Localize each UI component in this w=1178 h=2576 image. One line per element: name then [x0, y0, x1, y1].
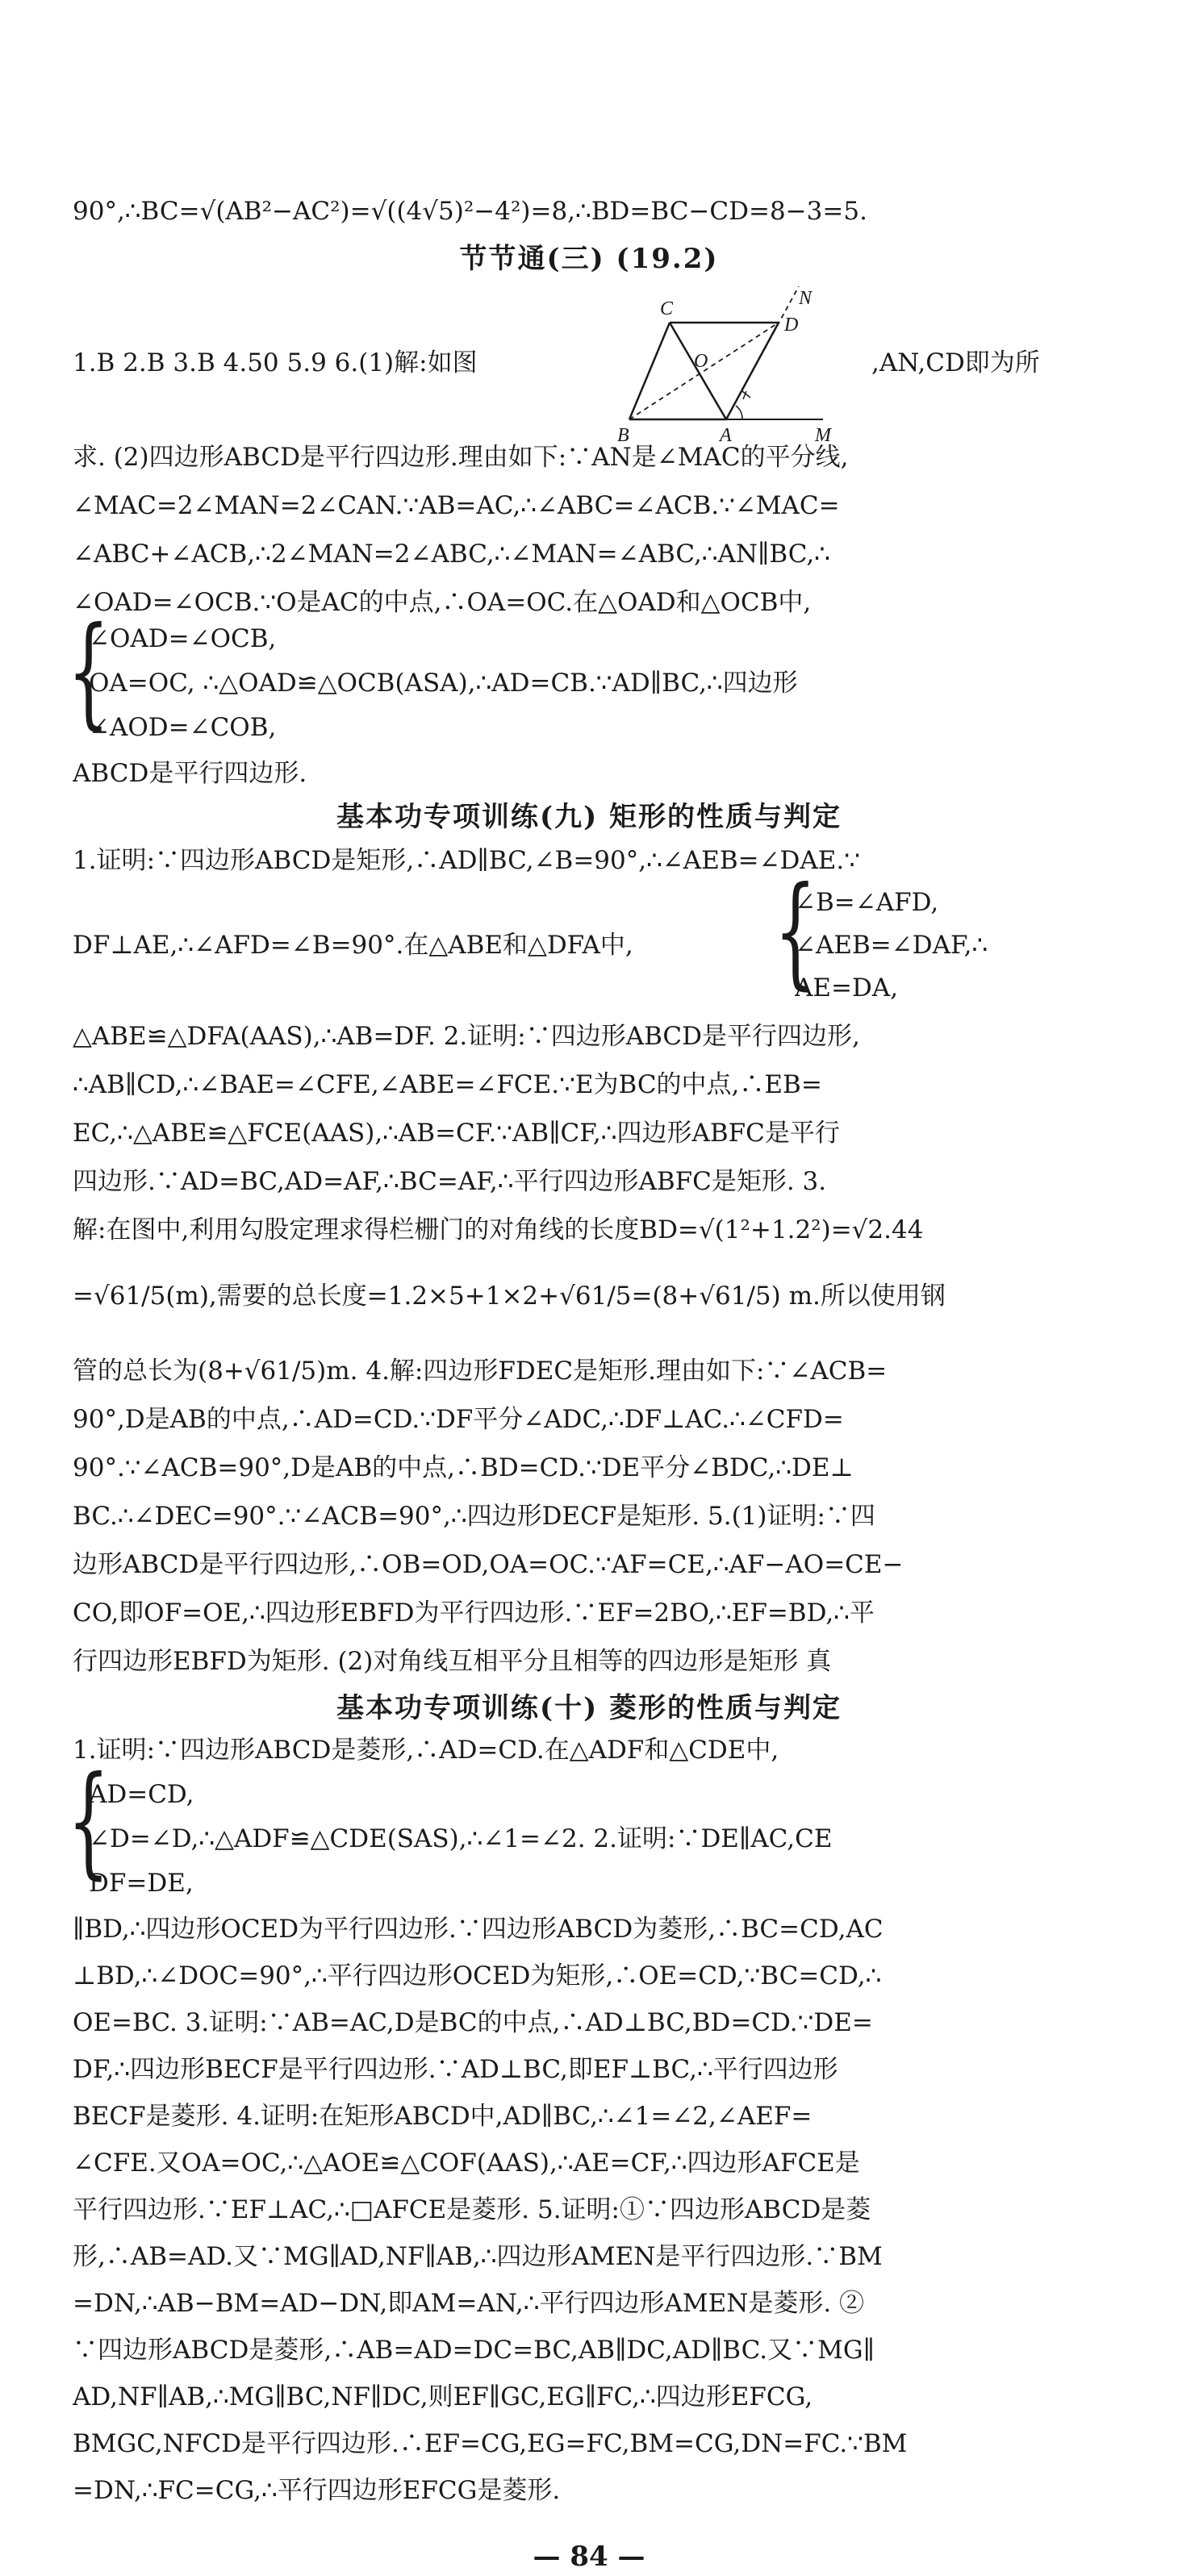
text-line: ∠OAD=∠OCB.∵O是AC的中点,∴OA=OC.在△OAD和△OCB中,: [73, 588, 812, 617]
text-line: AE=DA,: [795, 973, 899, 1002]
text-line: ∠MAC=2∠MAN=2∠CAN.∵AB=AC,∴∠ABC=∠ACB.∵∠MAC=: [73, 491, 840, 520]
text-line: 90°,D是AB的中点,∴AD=CD.∵DF平分∠ADC,∴DF⊥AC.∴∠CFD=: [73, 1405, 844, 1434]
text-line: OE=BC. 3.证明:∵AB=AC,D是BC的中点,∴AD⊥BC,BD=CD.∵DE=: [73, 2008, 873, 2037]
text-line: CO,即OF=OE,∴四边形EBFD为平行四边形.∵EF=2BO,∴EF=BD,∴平: [73, 1599, 875, 1628]
text-line: 四边形.∵AD=BC,AD=AF,∴BC=AF,∴平行四边形ABFC是矩形. 3.: [73, 1167, 827, 1196]
geometry-figure: [613, 286, 871, 448]
text-line: ∠CFE.又OA=OC,∴△AOE≌△COF(AAS),∴AE=CF,∴四边形AFCE是: [73, 2149, 860, 2178]
label-B: B: [617, 425, 629, 446]
label-C: C: [660, 298, 674, 319]
text-line: ∴AB∥CD,∴∠BAE=∠CFE,∠ABE=∠FCE.∵E为BC的中点,∴EB=: [73, 1070, 822, 1099]
label-A: A: [720, 425, 732, 446]
label-N: N: [799, 288, 812, 309]
label-O: O: [694, 351, 708, 372]
text-line: 90°,∴BC=√(AB²−AC²)=√((4√5)²−4²)=8,∴BD=BC−CD=8−3=5.: [73, 197, 867, 226]
text-line: 求. (2)四边形ABCD是平行四边形.理由如下:∵AN是∠MAC的平分线,: [73, 443, 849, 472]
text-line: 形,∴AB=AD.又∵MG∥AD,NF∥AB,∴四边形AMEN是平行四边形.∵BM: [73, 2242, 883, 2271]
text-line: DF,∴四边形BECF是平行四边形.∵AD⊥BC,即EF⊥BC,∴平行四边形: [73, 2055, 838, 2084]
section-title-rhombus: 基本功专项训练(十) 菱形的性质与判定: [336, 1692, 842, 1724]
segment-BC: [629, 323, 670, 419]
text-line: ⊥BD,∴∠DOC=90°,∴平行四边形OCED为矩形,∴OE=CD,∵BC=CD,∴: [73, 1961, 882, 1990]
text-line: ∠D=∠D,∴△ADF≌△CDE(SAS),∴∠1=∠2. 2.证明:∵DE∥AC,CE: [89, 1824, 833, 1853]
text-line: 90°.∵∠ACB=90°,D是AB的中点,∴BD=CD.∵DE平分∠BDC,∴DE⊥: [73, 1453, 854, 1482]
text-line: DF=DE,: [89, 1869, 194, 1898]
page-number: — 84 —: [533, 2541, 645, 2573]
text-line: =DN,∴FC=CG,∴平行四边形EFCG是菱形.: [73, 2476, 561, 2505]
text-line: 1.证明:∵四边形ABCD是矩形,∴AD∥BC,∠B=90°,∴∠AEB=∠DAE.∵: [73, 846, 860, 875]
label-D: D: [784, 315, 799, 336]
text-line: ∠AOD=∠COB,: [89, 713, 277, 742]
text-line: ∠AEB=∠DAF,∴: [795, 931, 988, 960]
text-line: 平行四边形.∵EF⊥AC,∴□AFCE是菱形. 5.证明:①∵四边形ABCD是菱: [73, 2195, 871, 2224]
text-line: AD,NF∥AB,∴MG∥BC,NF∥DC,则EF∥GC,EG∥FC,∴四边形EFCG,: [73, 2382, 813, 2411]
system-brace: {: [67, 1751, 110, 1891]
label-M: M: [815, 425, 831, 446]
text-line: =DN,∴AB−BM=AD−DN,即AM=AN,∴平行四边形AMEN是菱形. ②: [73, 2289, 865, 2318]
text-line: ,AN,CD即为所: [871, 348, 1040, 377]
segment-DA: [726, 323, 779, 419]
text-line: =√61/5(m),需要的总长度=1.2×5+1×2+√61/5=(8+√61/5) m.所以使用钢: [73, 1282, 946, 1311]
text-line: ∠ABC+∠ACB,∴2∠MAN=2∠ABC,∴∠MAN=∠ABC,∴AN∥BC,∴: [73, 540, 830, 569]
text-line: ∠B=∠AFD,: [795, 888, 939, 917]
text-line: ABCD是平行四边形.: [73, 759, 307, 788]
text-line: BMGC,NFCD是平行四边形.∴EF=CG,EG=FC,BM=CG,DN=FC.∵BM: [73, 2429, 908, 2458]
text-line: 1.B 2.B 3.B 4.50 5.9 6.(1)解:如图: [73, 348, 478, 377]
arc-mark: [742, 391, 750, 399]
text-line: ∵四边形ABCD是菱形,∴AB=AD=DC=BC,AB∥DC,AD∥BC.又∵MG∥: [73, 2336, 875, 2365]
text-line: BECF是菱形. 4.证明:在矩形ABCD中,AD∥BC,∴∠1=∠2,∠AEF=: [73, 2102, 812, 2131]
system-brace: {: [774, 861, 817, 1002]
text-line: BC.∴∠DEC=90°.∵∠ACB=90°,∴四边形DECF是矩形. 5.(1)证明:∵四: [73, 1502, 875, 1531]
text-line: △ABE≌△DFA(AAS),∴AB=DF. 2.证明:∵四边形ABCD是平行四边形,: [73, 1022, 860, 1051]
section-title-rectangle: 基本功专项训练(九) 矩形的性质与判定: [336, 801, 842, 833]
text-line: ∥BD,∴四边形OCED为平行四边形.∵四边形ABCD为菱形,∴BC=CD,AC: [73, 1915, 884, 1944]
system-brace: {: [67, 602, 110, 742]
text-line: 边形ABCD是平行四边形,∴OB=OD,OA=OC.∵AF=CE,∴AF−AO=CE−: [73, 1550, 904, 1579]
text-line: EC,∴△ABE≌△FCE(AAS),∴AB=CF.∵AB∥CF,∴四边形ABFC是平行: [73, 1119, 840, 1148]
text-line: DF⊥AE,∴∠AFD=∠B=90°.在△ABE和△DFA中,: [73, 931, 633, 960]
text-line: AD=CD,: [89, 1780, 194, 1809]
text-line: 解:在图中,利用勾股定理求得栏栅门的对角线的长度BD=√(1²+1.2²)=√2.44: [73, 1215, 924, 1244]
section-title-jiejietong: 节节通(三) (19.2): [459, 243, 719, 275]
text-line: 管的总长为(8+√61/5)m. 4.解:四边形FDEC是矩形.理由如下:∵∠ACB=: [73, 1357, 888, 1386]
text-line: 行四边形EBFD为矩形. (2)对角线互相平分且相等的四边形是矩形 真: [73, 1647, 832, 1676]
text-line: 1.证明:∵四边形ABCD是菱形,∴AD=CD.在△ADF和△CDE中,: [73, 1736, 779, 1765]
angle-arc: [736, 406, 742, 419]
text-line: ∠OAD=∠OCB,: [89, 624, 277, 653]
text-line: OA=OC, ∴△OAD≌△OCB(ASA),∴AD=CB.∵AD∥BC,∴四边形: [89, 669, 798, 698]
